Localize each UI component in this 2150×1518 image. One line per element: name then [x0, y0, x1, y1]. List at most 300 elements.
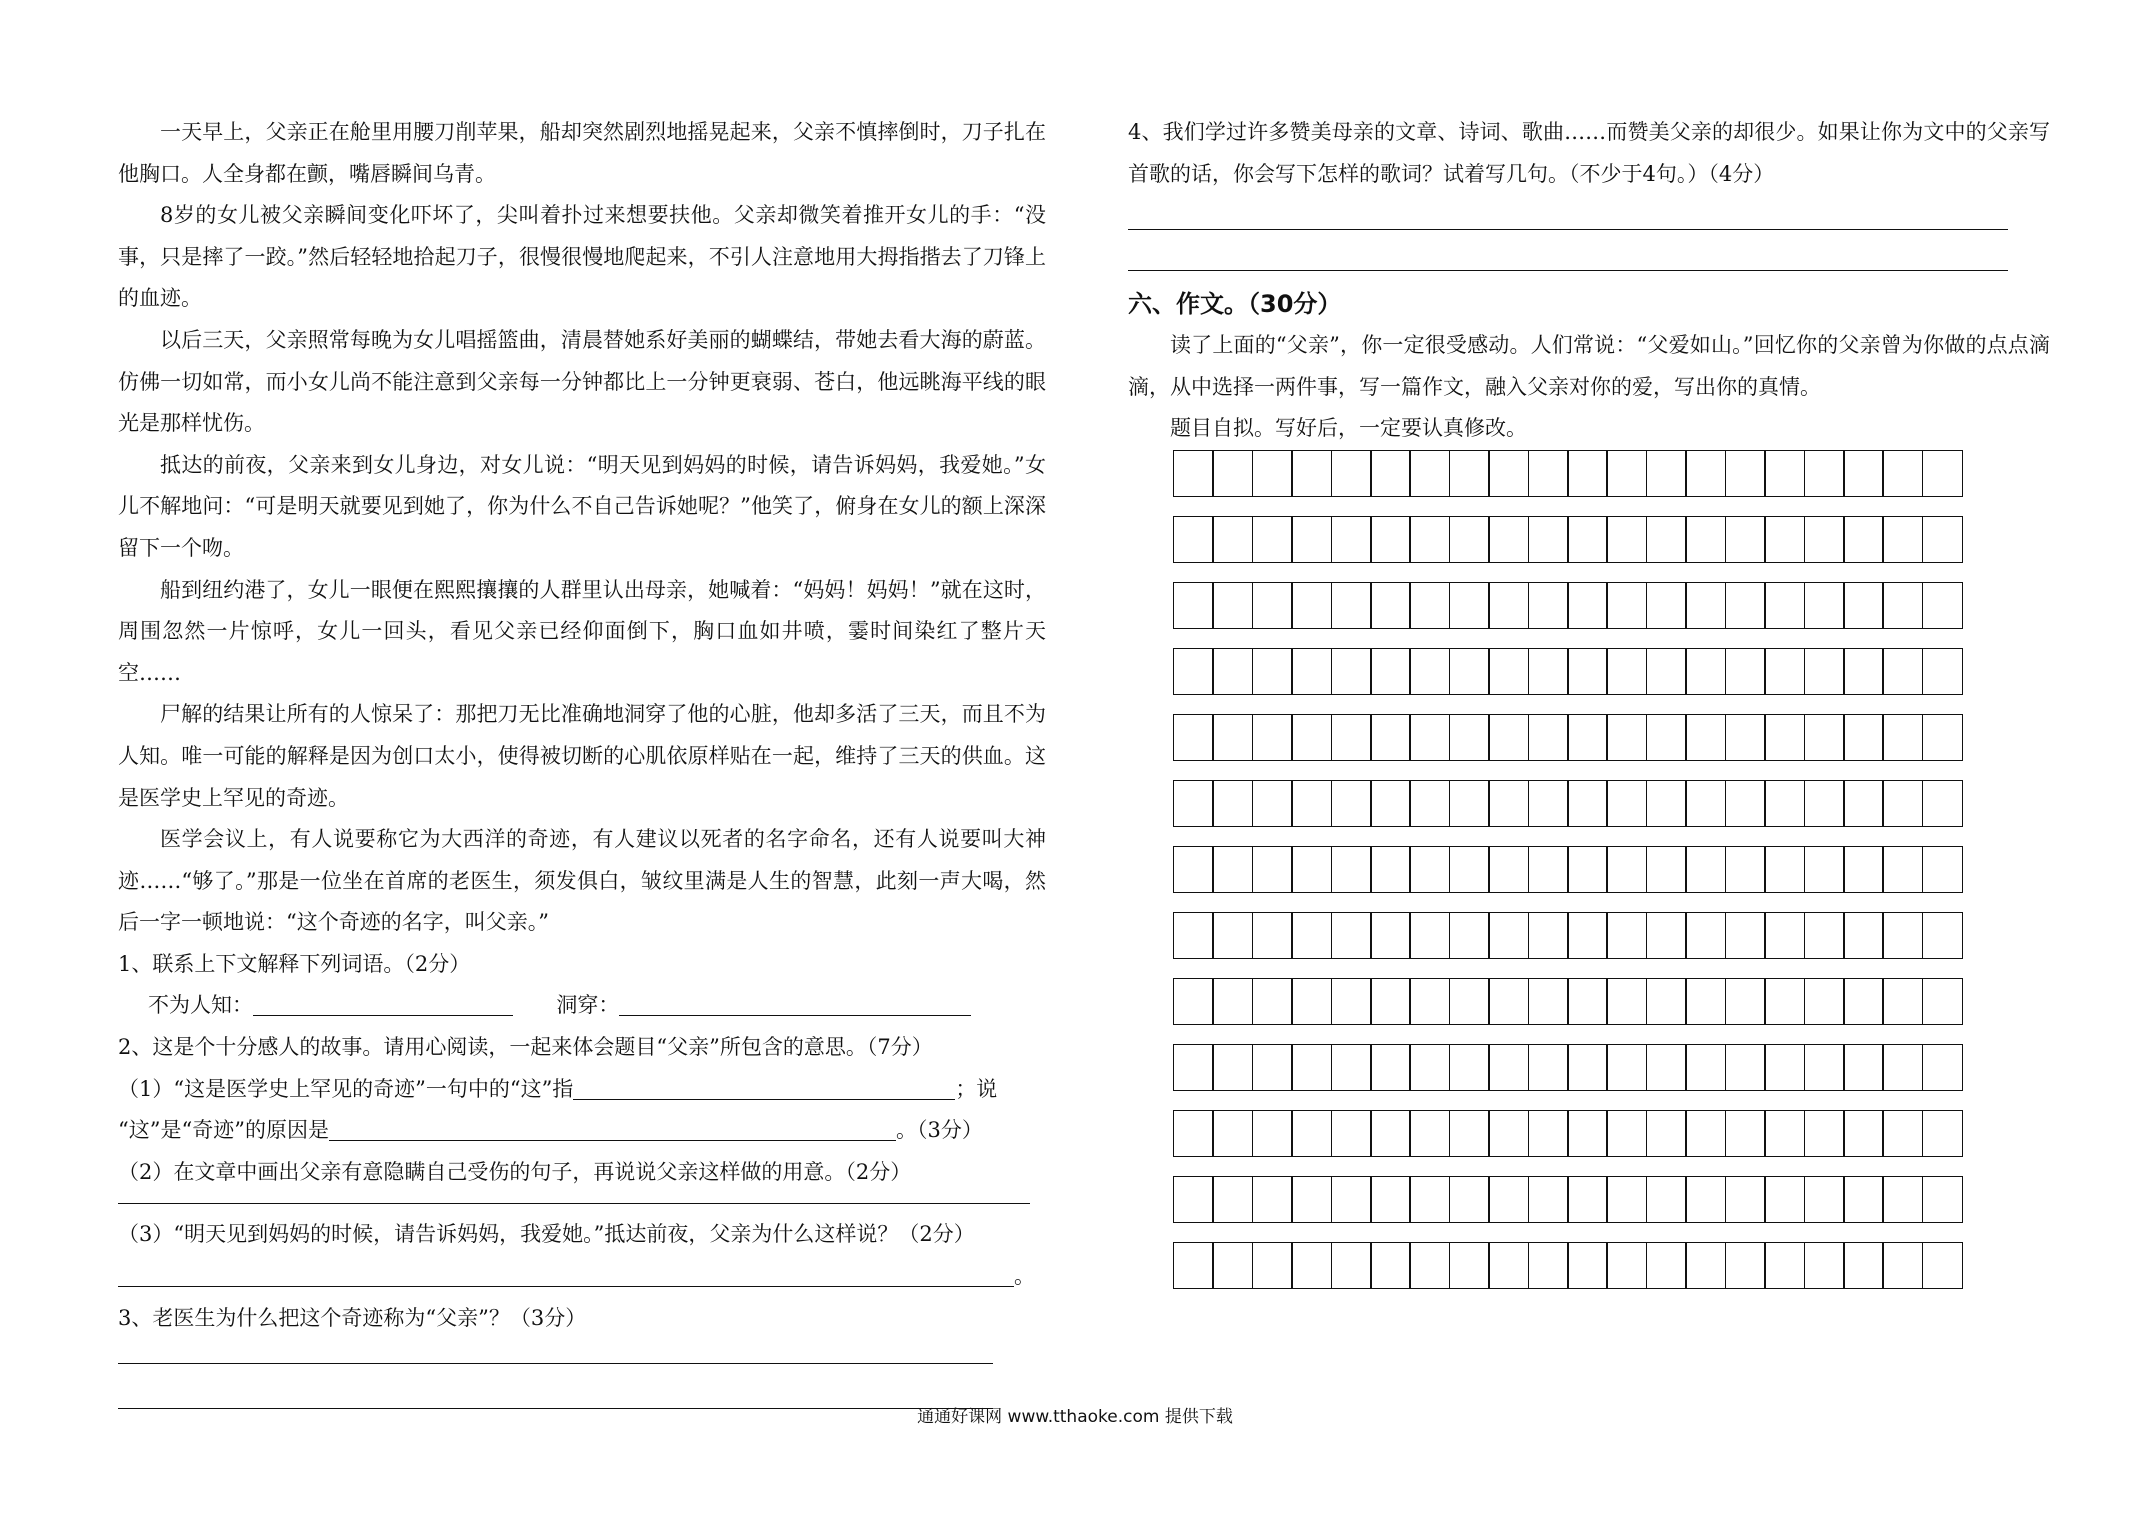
grid-cell[interactable]: [1173, 1176, 1214, 1223]
grid-cell[interactable]: [1291, 1110, 1332, 1157]
grid-cell[interactable]: [1370, 1044, 1411, 1091]
grid-cell[interactable]: [1804, 1044, 1845, 1091]
grid-cell[interactable]: [1646, 648, 1687, 695]
composition-title: 六、作文。（30分）: [1128, 290, 1342, 319]
grid-cell[interactable]: [1409, 912, 1450, 959]
grid-cell[interactable]: [1331, 648, 1372, 695]
grid-cell[interactable]: [1843, 978, 1884, 1025]
grid-cell[interactable]: [1370, 846, 1411, 893]
grid-cell[interactable]: [1922, 780, 1963, 827]
grid-row: [1173, 780, 2050, 827]
grid-cell[interactable]: [1843, 582, 1884, 629]
grid-cell[interactable]: [1409, 648, 1450, 695]
grid-cell[interactable]: [1567, 582, 1608, 629]
grid-cell[interactable]: [1843, 1044, 1884, 1091]
grid-cell[interactable]: [1922, 516, 1963, 563]
grid-cell[interactable]: [1409, 450, 1450, 497]
grid-cell[interactable]: [1922, 1110, 1963, 1157]
grid-cell[interactable]: [1528, 1044, 1569, 1091]
grid-cell[interactable]: [1685, 1044, 1726, 1091]
grid-row: [1173, 516, 2050, 563]
grid-cell[interactable]: [1606, 1242, 1647, 1289]
grid-cell[interactable]: [1764, 1176, 1805, 1223]
grid-row: [1173, 582, 2050, 629]
grid-cell[interactable]: [1528, 582, 1569, 629]
grid-cell[interactable]: [1331, 1242, 1372, 1289]
question-3: 3、老医生为什么把这个奇迹称为“父亲”？（3分）: [118, 1305, 587, 1330]
grid-cell[interactable]: [1528, 846, 1569, 893]
grid-cell[interactable]: [1370, 516, 1411, 563]
grid-cell[interactable]: [1646, 714, 1687, 761]
composition-prompt: 读了上面的“父亲”，你一定很受感动。人们常说：“父爱如山。”回忆你的父亲曾为你做的点点滴滴，从中选择一两件事，写一篇作文，融入父亲对你的爱，写出你的真情。: [1128, 333, 2050, 399]
passage-paragraph-2: 8岁的女儿被父亲瞬间变化吓坏了，尖叫着扑过来想要扶他。父亲却微笑着推开女儿的手：“没事，只是摔了一跤。”然后轻轻地拾起刀子，很慢很慢地爬起来，不引人注意地用大拇指揩去了刀锋上的血迹。: [118, 203, 1046, 311]
grid-cell[interactable]: [1725, 846, 1766, 893]
grid-cell[interactable]: [1331, 714, 1372, 761]
grid-cell[interactable]: [1331, 1110, 1372, 1157]
grid-cell[interactable]: [1725, 648, 1766, 695]
grid-cell[interactable]: [1725, 1110, 1766, 1157]
grid-cell[interactable]: [1646, 978, 1687, 1025]
grid-cell[interactable]: [1212, 1044, 1253, 1091]
grid-cell[interactable]: [1685, 450, 1726, 497]
grid-cell[interactable]: [1370, 780, 1411, 827]
grid-cell[interactable]: [1173, 846, 1214, 893]
grid-cell[interactable]: [1843, 1242, 1884, 1289]
grid-cell[interactable]: [1252, 1044, 1293, 1091]
answer-line-4-a[interactable]: [1128, 195, 2008, 230]
grid-cell[interactable]: [1252, 582, 1293, 629]
grid-cell[interactable]: [1922, 1242, 1963, 1289]
grid-cell[interactable]: [1173, 978, 1214, 1025]
grid-cell[interactable]: [1922, 1044, 1963, 1091]
grid-cell[interactable]: [1567, 516, 1608, 563]
grid-cell[interactable]: [1252, 846, 1293, 893]
grid-cell[interactable]: [1882, 846, 1923, 893]
grid-cell[interactable]: [1804, 912, 1845, 959]
grid-cell[interactable]: [1843, 912, 1884, 959]
grid-cell[interactable]: [1922, 582, 1963, 629]
passage-paragraph-6: 尸解的结果让所有的人惊呆了：那把刀无比准确地洞穿了他的心脏，他却多活了三天，而且不为人知。唯一可能的解释是因为创口太小，使得被切断的心肌依原样贴在一起，维持了三天的供血。这是医学史上罕见的奇迹。: [118, 702, 1046, 810]
grid-cell[interactable]: [1212, 978, 1253, 1025]
grid-cell[interactable]: [1882, 582, 1923, 629]
grid-cell[interactable]: [1882, 714, 1923, 761]
grid-cell[interactable]: [1843, 1110, 1884, 1157]
grid-cell[interactable]: [1606, 846, 1647, 893]
grid-cell[interactable]: [1843, 1176, 1884, 1223]
grid-row: [1173, 846, 2050, 893]
grid-cell[interactable]: [1449, 714, 1490, 761]
grid-cell[interactable]: [1764, 648, 1805, 695]
grid-cell[interactable]: [1685, 1242, 1726, 1289]
grid-cell[interactable]: [1882, 1110, 1923, 1157]
answer-line-2-3[interactable]: [118, 1264, 1014, 1287]
grid-cell[interactable]: [1291, 648, 1332, 695]
grid-cell[interactable]: [1291, 978, 1332, 1025]
grid-cell[interactable]: [1528, 780, 1569, 827]
grid-cell[interactable]: [1882, 516, 1923, 563]
grid-cell[interactable]: [1764, 1242, 1805, 1289]
grid-row: [1173, 1242, 2050, 1289]
grid-cell[interactable]: [1685, 648, 1726, 695]
grid-cell[interactable]: [1764, 1110, 1805, 1157]
grid-cell[interactable]: [1567, 846, 1608, 893]
question-2-1-text-d: 。（3分）: [895, 1118, 983, 1143]
grid-cell[interactable]: [1488, 582, 1529, 629]
grid-cell[interactable]: [1331, 912, 1372, 959]
grid-cell[interactable]: [1449, 1242, 1490, 1289]
grid-cell[interactable]: [1173, 1044, 1214, 1091]
grid-cell[interactable]: [1804, 846, 1845, 893]
grid-cell[interactable]: [1331, 450, 1372, 497]
grid-cell[interactable]: [1804, 582, 1845, 629]
grid-cell[interactable]: [1882, 1242, 1923, 1289]
grid-cell[interactable]: [1646, 582, 1687, 629]
grid-cell[interactable]: [1291, 780, 1332, 827]
grid-cell[interactable]: [1173, 912, 1214, 959]
grid-cell[interactable]: [1331, 780, 1372, 827]
answer-blank-term-2[interactable]: [619, 993, 971, 1016]
grid-cell[interactable]: [1173, 1110, 1214, 1157]
grid-cell[interactable]: [1804, 450, 1845, 497]
grid-cell[interactable]: [1646, 450, 1687, 497]
grid-cell[interactable]: [1882, 1176, 1923, 1223]
grid-cell[interactable]: [1528, 978, 1569, 1025]
grid-cell[interactable]: [1331, 516, 1372, 563]
grid-cell[interactable]: [1291, 912, 1332, 959]
grid-cell[interactable]: [1528, 912, 1569, 959]
grid-cell[interactable]: [1567, 450, 1608, 497]
answer-blank-2-1-b[interactable]: [329, 1118, 896, 1141]
grid-cell[interactable]: [1606, 714, 1647, 761]
grid-cell[interactable]: [1882, 912, 1923, 959]
grid-cell[interactable]: [1449, 1176, 1490, 1223]
grid-cell[interactable]: [1331, 582, 1372, 629]
grid-cell[interactable]: [1212, 648, 1253, 695]
grid-cell[interactable]: [1764, 450, 1805, 497]
grid-cell[interactable]: [1331, 1044, 1372, 1091]
left-column: [118, 112, 1046, 1409]
grid-cell[interactable]: [1173, 780, 1214, 827]
grid-cell[interactable]: [1291, 1242, 1332, 1289]
grid-cell[interactable]: [1488, 978, 1529, 1025]
grid-cell[interactable]: [1725, 714, 1766, 761]
composition-instruction: 题目自拟。写好后，一定要认真修改。: [1170, 416, 1527, 441]
grid-cell[interactable]: [1173, 516, 1214, 563]
footer-source: 通通好课网 www.tthaoke.com 提供下载: [917, 1407, 1233, 1427]
grid-cell[interactable]: [1409, 1176, 1450, 1223]
grid-cell[interactable]: [1843, 714, 1884, 761]
grid-cell[interactable]: [1252, 780, 1293, 827]
grid-cell[interactable]: [1725, 516, 1766, 563]
grid-cell[interactable]: [1606, 978, 1647, 1025]
question-2-3: （3）“明天见到妈妈的时候，请告诉妈妈，我爱她。”抵达前夜，父亲为什么这样说？（2分）: [118, 1222, 975, 1247]
grid-cell[interactable]: [1291, 846, 1332, 893]
grid-cell[interactable]: [1252, 912, 1293, 959]
grid-cell[interactable]: [1252, 648, 1293, 695]
grid-cell[interactable]: [1685, 582, 1726, 629]
grid-row: [1173, 648, 2050, 695]
grid-cell[interactable]: [1173, 714, 1214, 761]
question-2-1-text: （1）“这是医学史上罕见的奇迹”一句中的“这”指: [118, 1076, 574, 1101]
grid-cell[interactable]: [1606, 516, 1647, 563]
grid-cell[interactable]: [1804, 714, 1845, 761]
grid-cell[interactable]: [1488, 714, 1529, 761]
answer-blank-term-1[interactable]: [253, 993, 513, 1016]
grid-cell[interactable]: [1567, 648, 1608, 695]
grid-cell[interactable]: [1843, 648, 1884, 695]
grid-cell[interactable]: [1409, 978, 1450, 1025]
grid-cell[interactable]: [1488, 516, 1529, 563]
grid-cell[interactable]: [1409, 1044, 1450, 1091]
grid-cell[interactable]: [1685, 516, 1726, 563]
grid-cell[interactable]: [1882, 648, 1923, 695]
grid-cell[interactable]: [1646, 516, 1687, 563]
grid-cell[interactable]: [1606, 582, 1647, 629]
term-label-2: 洞穿：: [556, 993, 620, 1018]
grid-cell[interactable]: [1843, 450, 1884, 497]
grid-cell[interactable]: [1212, 582, 1253, 629]
grid-cell[interactable]: [1252, 978, 1293, 1025]
grid-cell[interactable]: [1449, 1044, 1490, 1091]
grid-cell[interactable]: [1685, 1176, 1726, 1223]
question-2-1-text-c: “这”是“奇迹”的原因是: [118, 1118, 329, 1143]
grid-cell[interactable]: [1567, 1044, 1608, 1091]
grid-cell[interactable]: [1922, 450, 1963, 497]
grid-cell[interactable]: [1488, 780, 1529, 827]
grid-cell[interactable]: [1528, 516, 1569, 563]
grid-cell[interactable]: [1370, 648, 1411, 695]
grid-cell[interactable]: [1331, 846, 1372, 893]
writing-grid[interactable]: [1128, 450, 2050, 1289]
grid-cell[interactable]: [1685, 780, 1726, 827]
grid-cell[interactable]: [1685, 978, 1726, 1025]
grid-cell[interactable]: [1212, 780, 1253, 827]
grid-cell[interactable]: [1685, 912, 1726, 959]
grid-cell[interactable]: [1528, 1242, 1569, 1289]
grid-cell[interactable]: [1764, 978, 1805, 1025]
grid-cell[interactable]: [1252, 1242, 1293, 1289]
grid-cell[interactable]: [1409, 780, 1450, 827]
grid-cell[interactable]: [1370, 912, 1411, 959]
grid-cell[interactable]: [1804, 648, 1845, 695]
grid-cell[interactable]: [1804, 1110, 1845, 1157]
grid-cell[interactable]: [1291, 714, 1332, 761]
grid-cell[interactable]: [1173, 1242, 1214, 1289]
grid-cell[interactable]: [1252, 516, 1293, 563]
grid-cell[interactable]: [1212, 1110, 1253, 1157]
grid-cell[interactable]: [1449, 780, 1490, 827]
answer-blank-2-1-a[interactable]: [573, 1077, 955, 1100]
grid-cell[interactable]: [1449, 912, 1490, 959]
grid-cell[interactable]: [1370, 978, 1411, 1025]
grid-cell[interactable]: [1725, 1242, 1766, 1289]
grid-cell[interactable]: [1449, 516, 1490, 563]
grid-cell[interactable]: [1370, 714, 1411, 761]
grid-cell[interactable]: [1488, 450, 1529, 497]
grid-cell[interactable]: [1922, 978, 1963, 1025]
grid-row: [1173, 912, 2050, 959]
grid-cell[interactable]: [1409, 1110, 1450, 1157]
grid-cell[interactable]: [1646, 780, 1687, 827]
grid-cell[interactable]: [1331, 1176, 1372, 1223]
grid-cell[interactable]: [1291, 1044, 1332, 1091]
grid-cell[interactable]: [1488, 912, 1529, 959]
grid-cell[interactable]: [1291, 450, 1332, 497]
grid-cell[interactable]: [1843, 846, 1884, 893]
grid-cell[interactable]: [1488, 1176, 1529, 1223]
grid-cell[interactable]: [1725, 1044, 1766, 1091]
answer-line-3-a[interactable]: [118, 1339, 993, 1364]
grid-cell[interactable]: [1370, 582, 1411, 629]
grid-cell[interactable]: [1725, 582, 1766, 629]
grid-cell[interactable]: [1528, 648, 1569, 695]
grid-cell[interactable]: [1488, 1242, 1529, 1289]
grid-row: [1173, 1176, 2050, 1223]
grid-cell[interactable]: [1804, 780, 1845, 827]
grid-cell[interactable]: [1646, 912, 1687, 959]
grid-cell[interactable]: [1804, 1242, 1845, 1289]
grid-cell[interactable]: [1252, 1176, 1293, 1223]
grid-cell[interactable]: [1804, 978, 1845, 1025]
grid-cell[interactable]: [1528, 1176, 1569, 1223]
grid-cell[interactable]: [1567, 978, 1608, 1025]
grid-cell[interactable]: [1725, 978, 1766, 1025]
grid-cell[interactable]: [1488, 1044, 1529, 1091]
grid-cell[interactable]: [1646, 1044, 1687, 1091]
grid-cell[interactable]: [1212, 846, 1253, 893]
grid-cell[interactable]: [1922, 1176, 1963, 1223]
grid-cell[interactable]: [1764, 912, 1805, 959]
grid-cell[interactable]: [1882, 780, 1923, 827]
grid-cell[interactable]: [1606, 1110, 1647, 1157]
grid-cell[interactable]: [1449, 582, 1490, 629]
grid-cell[interactable]: [1882, 1044, 1923, 1091]
grid-cell[interactable]: [1173, 582, 1214, 629]
grid-row: [1173, 450, 2050, 497]
grid-cell[interactable]: [1725, 450, 1766, 497]
grid-cell[interactable]: [1252, 450, 1293, 497]
grid-cell[interactable]: [1409, 1242, 1450, 1289]
grid-row: [1173, 978, 2050, 1025]
passage-paragraph-4: 抵达的前夜，父亲来到女儿身边，对女儿说：“明天见到妈妈的时候，请告诉妈妈，我爱她。”女儿不解地问：“可是明天就要见到她了，你为什么不自己告诉她呢？”他笑了，俯身在女儿的额上深深留下一个吻。: [118, 452, 1046, 560]
grid-cell[interactable]: [1449, 846, 1490, 893]
grid-cell[interactable]: [1922, 846, 1963, 893]
grid-cell[interactable]: [1488, 846, 1529, 893]
grid-cell[interactable]: [1843, 516, 1884, 563]
grid-cell[interactable]: [1488, 1110, 1529, 1157]
grid-cell[interactable]: [1291, 516, 1332, 563]
right-column: [1128, 112, 2050, 1289]
grid-cell[interactable]: [1409, 582, 1450, 629]
grid-cell[interactable]: [1922, 648, 1963, 695]
grid-cell[interactable]: [1212, 714, 1253, 761]
grid-cell[interactable]: [1606, 1044, 1647, 1091]
grid-cell[interactable]: [1567, 912, 1608, 959]
grid-cell[interactable]: [1685, 1110, 1726, 1157]
grid-cell[interactable]: [1449, 1110, 1490, 1157]
grid-cell[interactable]: [1212, 912, 1253, 959]
grid-cell[interactable]: [1685, 846, 1726, 893]
grid-cell[interactable]: [1646, 1176, 1687, 1223]
grid-cell[interactable]: [1528, 1110, 1569, 1157]
grid-cell[interactable]: [1882, 450, 1923, 497]
grid-cell[interactable]: [1685, 714, 1726, 761]
grid-cell[interactable]: [1567, 714, 1608, 761]
grid-cell[interactable]: [1291, 1176, 1332, 1223]
grid-cell[interactable]: [1725, 780, 1766, 827]
grid-cell[interactable]: [1567, 1110, 1608, 1157]
grid-cell[interactable]: [1764, 780, 1805, 827]
grid-cell[interactable]: [1567, 1242, 1608, 1289]
grid-cell[interactable]: [1646, 1242, 1687, 1289]
grid-cell[interactable]: [1528, 450, 1569, 497]
passage-paragraph-1: 一天早上，父亲正在舱里用腰刀削苹果，船却突然剧烈地摇晃起来，父亲不慎摔倒时，刀子扎在他胸口。人全身都在颤，嘴唇瞬间乌青。: [118, 120, 1046, 186]
grid-cell[interactable]: [1252, 1110, 1293, 1157]
question-4: 4、我们学过许多赞美母亲的文章、诗词、歌曲……而赞美父亲的却很少。如果让你为文中的父亲写首歌的话，你会写下怎样的歌词？试着写几句。（不少于4句。）（4分）: [1128, 120, 2050, 186]
grid-cell[interactable]: [1370, 1242, 1411, 1289]
grid-cell[interactable]: [1409, 714, 1450, 761]
grid-cell[interactable]: [1646, 846, 1687, 893]
grid-cell[interactable]: [1488, 648, 1529, 695]
grid-cell[interactable]: [1646, 1110, 1687, 1157]
grid-cell[interactable]: [1725, 1176, 1766, 1223]
grid-cell[interactable]: [1173, 450, 1214, 497]
grid-cell[interactable]: [1370, 1110, 1411, 1157]
grid-cell[interactable]: [1606, 648, 1647, 695]
grid-cell[interactable]: [1567, 1176, 1608, 1223]
grid-cell[interactable]: [1804, 1176, 1845, 1223]
grid-cell[interactable]: [1449, 450, 1490, 497]
grid-cell[interactable]: [1606, 912, 1647, 959]
grid-cell[interactable]: [1212, 516, 1253, 563]
grid-cell[interactable]: [1409, 846, 1450, 893]
grid-cell[interactable]: [1764, 582, 1805, 629]
grid-cell[interactable]: [1409, 516, 1450, 563]
grid-cell[interactable]: [1528, 714, 1569, 761]
grid-cell[interactable]: [1804, 516, 1845, 563]
grid-cell[interactable]: [1331, 978, 1372, 1025]
grid-cell[interactable]: [1922, 912, 1963, 959]
question-2-1-line-1: [118, 1069, 1046, 1111]
grid-cell[interactable]: [1252, 714, 1293, 761]
grid-cell[interactable]: [1291, 582, 1332, 629]
answer-line-4-b[interactable]: [1128, 230, 2008, 271]
question-2-1-line-2: [118, 1110, 1046, 1152]
grid-cell[interactable]: [1370, 1176, 1411, 1223]
grid-cell[interactable]: [1606, 450, 1647, 497]
grid-cell[interactable]: [1173, 648, 1214, 695]
grid-cell[interactable]: [1843, 780, 1884, 827]
grid-cell[interactable]: [1212, 1176, 1253, 1223]
grid-cell[interactable]: [1449, 648, 1490, 695]
grid-cell[interactable]: [1449, 978, 1490, 1025]
grid-cell[interactable]: [1606, 780, 1647, 827]
grid-cell[interactable]: [1764, 516, 1805, 563]
grid-cell[interactable]: [1606, 1176, 1647, 1223]
grid-cell[interactable]: [1922, 714, 1963, 761]
grid-cell[interactable]: [1725, 912, 1766, 959]
grid-cell[interactable]: [1764, 714, 1805, 761]
grid-cell[interactable]: [1212, 1242, 1253, 1289]
grid-cell[interactable]: [1212, 450, 1253, 497]
question-2-3-end: 。: [1014, 1264, 1035, 1289]
answer-line-2-2[interactable]: [118, 1193, 1030, 1204]
grid-cell[interactable]: [1764, 1044, 1805, 1091]
grid-cell[interactable]: [1370, 450, 1411, 497]
grid-cell[interactable]: [1567, 780, 1608, 827]
grid-cell[interactable]: [1882, 978, 1923, 1025]
grid-cell[interactable]: [1764, 846, 1805, 893]
